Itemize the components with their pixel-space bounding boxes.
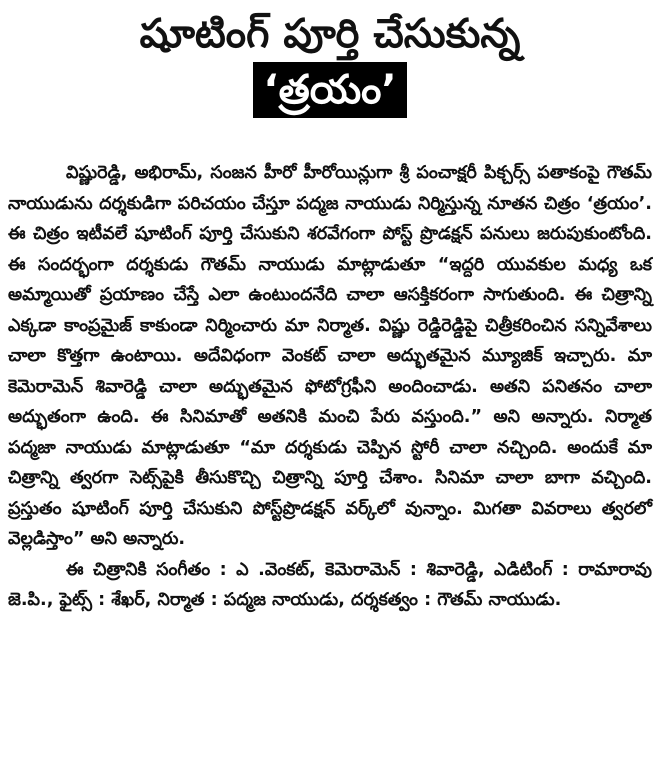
headline: షూటింగ్ పూర్తి చేసుకున్న (139, 11, 521, 57)
paragraph-credits: ఈ చిత్రానికి సంగీతం : ఎ .వెంకట్, కెమెరామెన్ : శివారెడ్డి, ఎడిటింగ్ : రామారావు జె.పి., ఫైట్స్ : శేఖర్, నిర్మాత : పద్మజ నాయుడు, దర్శకత్వం : గౌతమ్ నాయుడు. (8, 559, 652, 610)
article-page (0, 8, 660, 781)
paragraph-main: విష్ణురెడ్డి, అభిరామ్, సంజన హీరో హీరోయిన్లుగా శ్రీ పంచాక్షరీ పిక్చర్స్ పతాకంపై గౌతమ్ నాయుడును దర్శకుడిగా పరిచయం చేస్తూ పద్మజ నాయుడు నిర్మిస్తున్న నూతన చిత్రం ‘త్రయం’. ఈ చిత్రం ఇటీవలే షూటింగ్ పూర్తి చేసుకుని శరవేగంగా పోస్ట్ ప్రొడక్షన్ పనులు జరుపుకుంటోంది. ఈ సందర్భంగా దర్శకుడు గౌతమ్ నాయుడు మాట్లాడుతూ “ఇద్దరి యువకుల మధ్య ఒక అమ్మాయితో ప్రయాణం చేస్తే ఎలా ఉంటుందనేది చాలా ఆసక్తికరంగా సాగుతుంది. ఈ చిత్రాన్ని ఎక్కడా కాంప్రమైజ్ కాకుండా నిర్మించారు మా నిర్మాత. విష్ణు రెడ్డిరెడ్డిపై చిత్రీకరించిన సన్నివేశాలు చాలా కొత్తగా ఉంటాయి. అదేవిధంగా వెంకట్ చాలా అద్భుతమైన మ్యూజిక్ ఇచ్చారు. మా కెమెరామెన్ శివారెడ్డి చాలా అద్భుతమైన ఫోటోగ్రఫీని అందించాడు. అతని పనితనం చాలా అద్భుతంగా ఉంది. ఈ సినిమాతో అతనికి మంచి పేరు వస్తుంది.” అని అన్నారు. నిర్మాత పద్మజా నాయుడు మాట్లాడుతూ “మా దర్శకుడు చెప్పిన స్టోరీ చాలా నచ్చింది. అందుకే మా చిత్రాన్ని త్వరగా సెట్స్‌పైకి తీసుకొచ్చి చిత్రాన్ని పూర్తి చేశాం. సినిమా చాలా బాగా వచ్చింది. ప్రస్తుతం షూటింగ్ పూర్తి చేసుకుని పోస్ట్‌ప్రొడక్షన్ వర్క్‌లో వున్నాం. మిగతా వివరాలు త్వరలో వెల్లడిస్తాం” అని అన్నారు. (8, 163, 652, 549)
title-box-wrap (8, 62, 652, 118)
movie-title-banner: ‘త్రయం’ (253, 62, 406, 118)
article-body (8, 158, 652, 616)
